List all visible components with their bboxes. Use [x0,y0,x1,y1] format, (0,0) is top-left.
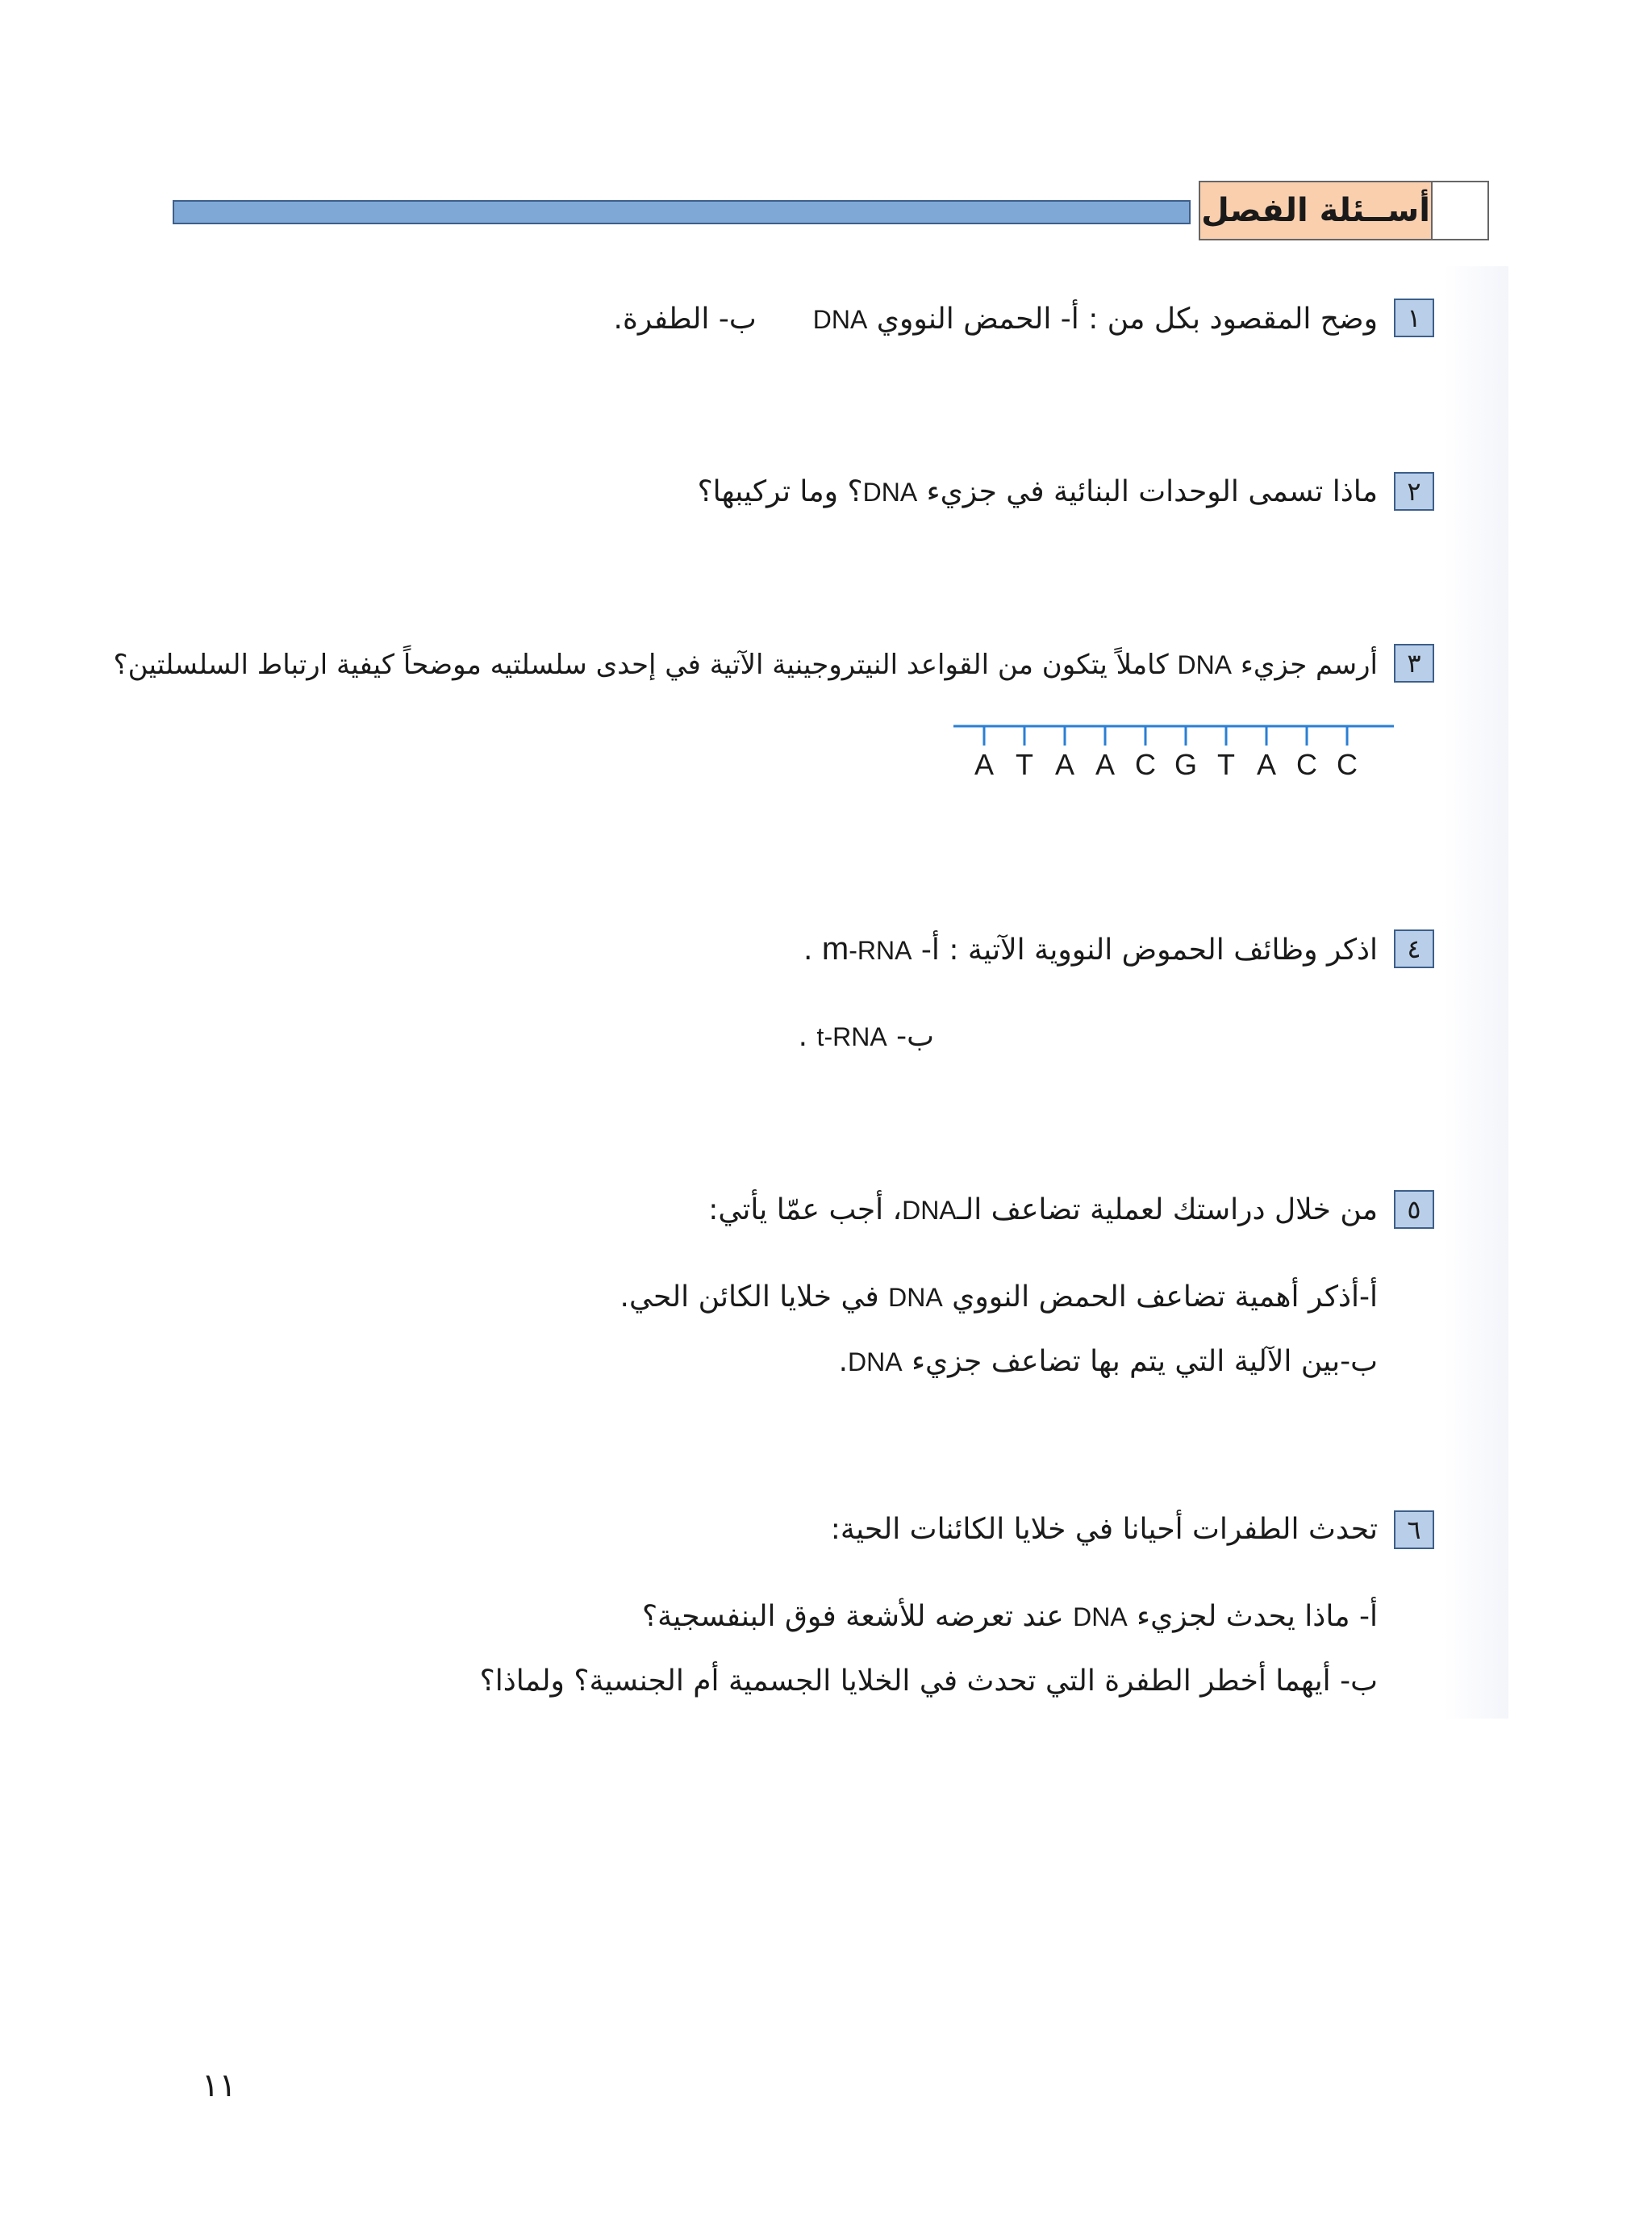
base-label: A [1054,748,1075,781]
question-number-2: ٢ [1394,472,1434,511]
base-label: A [974,748,995,781]
base-label: T [1016,748,1033,781]
q6a-before: أ- ماذا يحدث لجزيء [1137,1600,1378,1633]
q6a-after: عند تعرضه للأشعة فوق البنفسجية؟ [642,1600,1064,1633]
question-6-text: تحدث الطفرات أحيانا في خلايا الكائنات الحية: [830,1513,1378,1546]
header-corner-box [1433,181,1489,240]
base-label: C [1296,748,1317,781]
page-edge-shade [1444,266,1508,1719]
question-3-text [114,645,1378,684]
base-label: T [1217,748,1235,781]
question-5-sub-b [839,1343,1378,1381]
q5b-before: ب-بين الآلية التي يتم بها تضاعف جزيء [912,1345,1378,1378]
q3-before: أرسم جزيء [1240,649,1378,681]
question-number-1: ١ [1394,299,1434,337]
question-number-3: ٣ [1394,644,1434,683]
question-2-text [698,473,1378,512]
q5a-after: في خلايا الكائن الحي. [620,1280,879,1314]
q5b-after: . [838,1345,849,1378]
q4-main: اذكر وظائف الحموض النووية الآتية : أ- [920,934,1378,967]
q3-after: كاملاً يتكون من القواعد النيتروجينية الآتية في إحدى سلسلتيه موضحاً كيفية ارتباط السلسلتين؟ [113,649,1169,681]
q5a-before: أ-أذكر أهمية تضاعف الحمض النووي [952,1280,1378,1314]
question-number-6: ٦ [1394,1510,1434,1549]
question-4-text [803,929,1378,968]
page-number: ١١ [202,2067,236,2104]
q2-term: DNA [862,478,918,507]
bases-group [974,726,1358,781]
q6a-term: DNA [1073,1602,1128,1631]
header-bar [173,200,1191,224]
question-number-4: ٤ [1394,929,1434,968]
q5-before: من خلال دراستك لعملية تضاعف الـ [956,1193,1378,1226]
q5a-term: DNA [888,1283,943,1312]
q4-end-b: . [798,1020,808,1053]
q5-after: ، أجب عمّا يأتي: [708,1193,903,1226]
q4-term-a-rest: -RNA [849,936,912,965]
q2-after: ؟ وما تركيبها؟ [697,475,863,508]
q1-part-b: ب- الطفرة. [613,303,757,336]
base-label: C [1337,748,1358,781]
question-5-text [708,1191,1378,1230]
dna-strand-diagram [952,718,1395,799]
q4-term-a-prefix: m [821,931,849,967]
base-label: C [1135,748,1156,781]
q2-before: ماذا تسمى الوحدات البنائية في جزيء [926,475,1378,508]
question-4-part-b [799,1017,934,1056]
question-1-text [614,300,1378,339]
question-6-sub-a [642,1598,1378,1636]
question-6-sub-b: ب- أيهما أخطر الطفرة التي تحدث في الخلايا الجسمية أم الجنسية؟ ولماذا؟ [479,1665,1378,1698]
base-label: A [1095,748,1116,781]
q5b-term: DNA [848,1347,903,1376]
q4-term-a [821,931,912,967]
question-5-sub-a [620,1278,1378,1317]
base-label: G [1174,748,1198,781]
q1-term: DNA [812,305,868,334]
base-label: A [1256,748,1277,781]
q4-end-a: . [803,934,813,967]
q4-term-b: t-RNA [816,1022,887,1051]
section-title: أســئلة الفصل [1199,181,1433,240]
q1-main: وضح المقصود بكل من : أ- الحمض النووي [876,303,1378,336]
q3-term: DNA [1177,650,1233,679]
question-number-5: ٥ [1394,1190,1434,1229]
q5-term: DNA [902,1196,957,1225]
q4-part-b-label: ب- [896,1020,934,1053]
